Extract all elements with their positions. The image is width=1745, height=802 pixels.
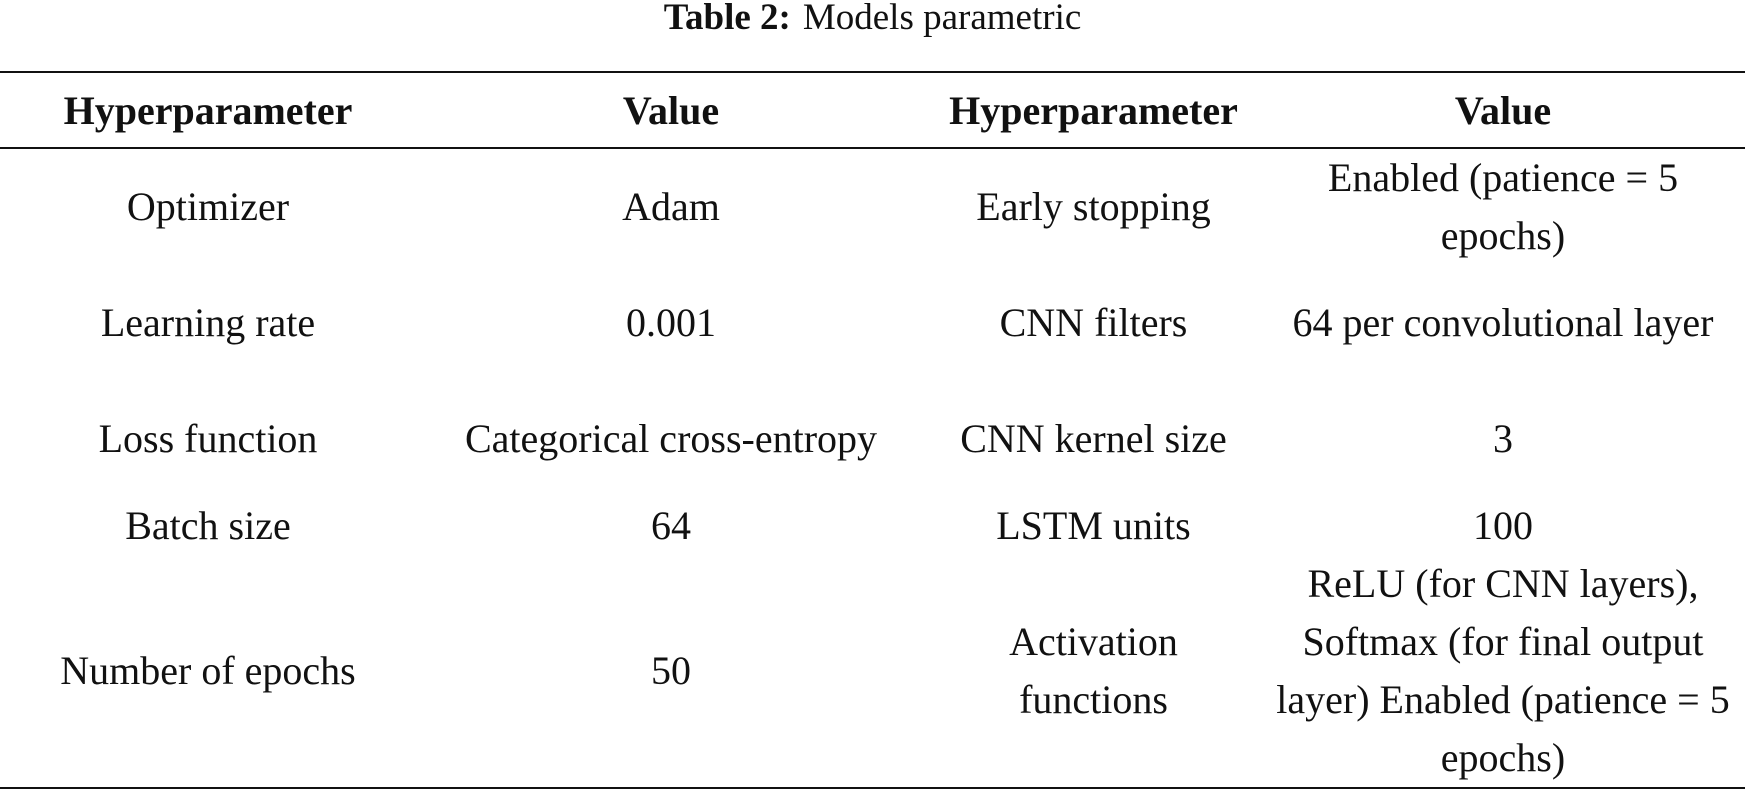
table-cell: Optimizer <box>126 184 290 229</box>
header-hyperparameter-1: Hyperparameter <box>63 87 353 133</box>
table-cell: Batch size <box>125 503 291 548</box>
table-caption <box>0 0 1745 36</box>
table-cell: 0.001 <box>626 300 716 345</box>
table-cell: 64 per convolutional layer <box>1292 300 1714 345</box>
header-value-1: Value <box>622 87 720 133</box>
table-cell: 64 <box>651 503 691 548</box>
table-cell: 100 <box>1473 503 1533 548</box>
table-cell: Adam <box>622 184 720 229</box>
header-hyperparameter-2: Hyperparameter <box>949 87 1238 133</box>
table-cell: 3 <box>1493 416 1513 461</box>
table-cell: Categorical cross-entropy <box>464 416 878 461</box>
table-row <box>0 265 1745 381</box>
header-value-2: Value <box>1454 87 1552 133</box>
header-row <box>0 72 1745 148</box>
table-row <box>0 555 1745 788</box>
table-container <box>0 71 1745 789</box>
table-cell: Learning rate <box>100 300 316 345</box>
table-cell: Enabled (patience = 5 epochs) <box>1327 155 1679 258</box>
table-row <box>0 381 1745 497</box>
table-cell: Early stopping <box>976 184 1211 229</box>
table-cell: ReLU (for CNN layers), Softmax (for final output layer) Enabled (patience = 5 epochs) <box>1276 561 1730 780</box>
table-row <box>0 497 1745 555</box>
caption-label: Table 2: <box>663 0 791 38</box>
table-cell: 50 <box>651 648 691 693</box>
table-cell: Activation functions <box>1009 619 1178 722</box>
caption-text: Models parametric <box>802 0 1082 38</box>
table-cell: CNN filters <box>999 300 1188 345</box>
table-cell: CNN kernel size <box>960 416 1227 461</box>
table-cell: LSTM units <box>996 503 1191 548</box>
table-row <box>0 148 1745 265</box>
table-cell: Loss function <box>98 416 318 461</box>
hyperparameter-table <box>0 71 1745 789</box>
table-cell: Number of epochs <box>60 648 356 693</box>
